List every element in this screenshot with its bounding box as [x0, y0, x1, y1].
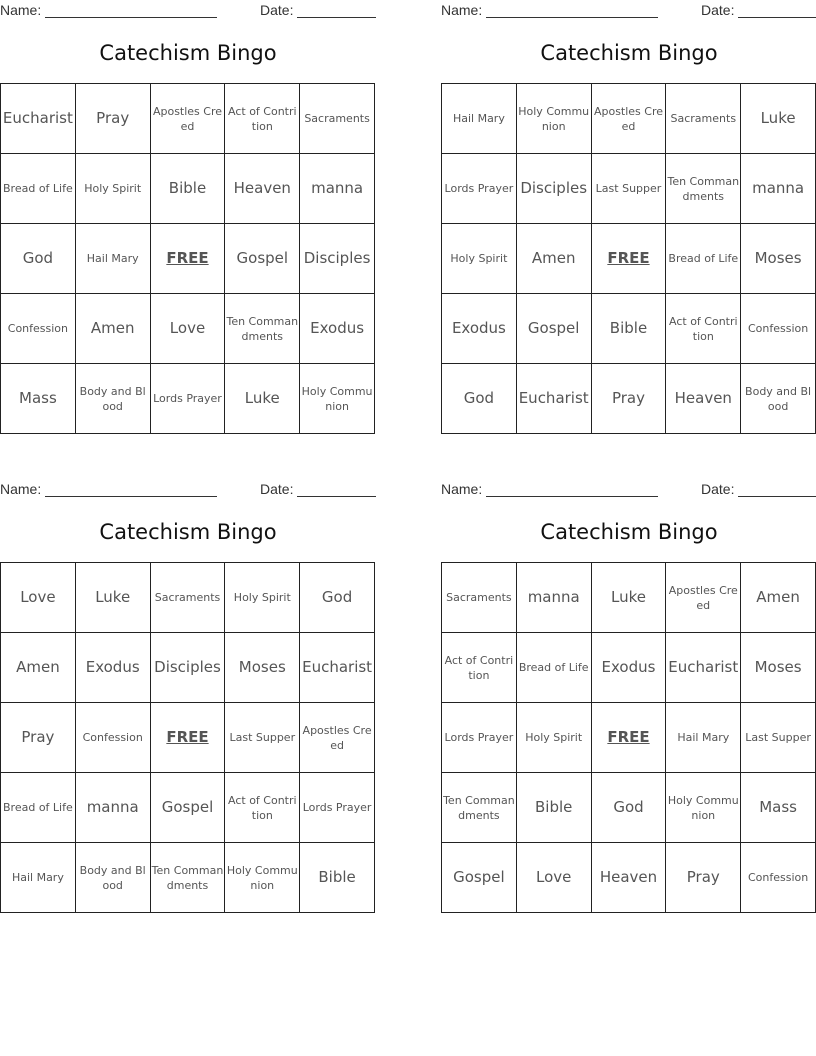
- bingo-cell: Act of Contrition: [442, 633, 517, 703]
- bingo-cell: Eucharist: [517, 364, 592, 434]
- bingo-cell: Moses: [741, 633, 816, 703]
- bingo-cell: Disciples: [517, 154, 592, 224]
- bingo-cell: Holy Communion: [225, 843, 300, 913]
- bingo-cell: Amen: [741, 563, 816, 633]
- bingo-cell: Bread of Life: [666, 224, 741, 294]
- bingo-cell: Apostles Creed: [151, 84, 226, 154]
- bingo-cell: Body and Blood: [741, 364, 816, 434]
- bingo-cell: Confession: [1, 294, 76, 364]
- bingo-cell: Holy Spirit: [442, 224, 517, 294]
- bingo-cell: Apostles Creed: [666, 563, 741, 633]
- bingo-cell: Holy Spirit: [225, 563, 300, 633]
- bingo-grid: [441, 83, 816, 434]
- bingo-cell: Love: [1, 563, 76, 633]
- name-date-header: [0, 481, 376, 499]
- bingo-cell: Act of Contrition: [666, 294, 741, 364]
- bingo-cell: Holy Communion: [517, 84, 592, 154]
- bingo-cell: Bible: [517, 773, 592, 843]
- bingo-cell: Exodus: [592, 633, 667, 703]
- bingo-cell: Ten Commandments: [442, 773, 517, 843]
- bingo-cell: Apostles Creed: [592, 84, 667, 154]
- bingo-cell: manna: [300, 154, 375, 224]
- bingo-cell: Luke: [592, 563, 667, 633]
- bingo-cell: Heaven: [666, 364, 741, 434]
- date-label: Date:: [701, 481, 735, 497]
- bingo-grid: [0, 83, 375, 434]
- bingo-cell: Lords Prayer: [300, 773, 375, 843]
- bingo-cell: Luke: [225, 364, 300, 434]
- bingo-cell: Sacraments: [666, 84, 741, 154]
- bingo-cell: Eucharist: [666, 633, 741, 703]
- bingo-cell: Luke: [741, 84, 816, 154]
- bingo-cell: Last Supper: [741, 703, 816, 773]
- bingo-cell: Hail Mary: [1, 843, 76, 913]
- date-blank-line: [297, 2, 376, 18]
- bingo-cell: Sacraments: [300, 84, 375, 154]
- bingo-cell: Disciples: [300, 224, 375, 294]
- name-date-header: [0, 2, 376, 20]
- bingo-cell: Love: [151, 294, 226, 364]
- bingo-cell: Apostles Creed: [300, 703, 375, 773]
- bingo-cell: manna: [517, 563, 592, 633]
- bingo-cell: Eucharist: [300, 633, 375, 703]
- bingo-cell: Bread of Life: [1, 154, 76, 224]
- bingo-cell: Sacraments: [442, 563, 517, 633]
- date-label: Date:: [260, 481, 294, 497]
- bingo-cell: Exodus: [76, 633, 151, 703]
- bingo-cell: Ten Commandments: [666, 154, 741, 224]
- bingo-cell: manna: [76, 773, 151, 843]
- bingo-cell: Ten Commandments: [151, 843, 226, 913]
- bingo-cell: Lords Prayer: [442, 154, 517, 224]
- bingo-cell: Moses: [741, 224, 816, 294]
- bingo-cell: Pray: [1, 703, 76, 773]
- name-blank-line: [486, 481, 658, 497]
- bingo-cell: Mass: [1, 364, 76, 434]
- bingo-cell: Holy Spirit: [517, 703, 592, 773]
- bingo-cell: Amen: [76, 294, 151, 364]
- bingo-cell: Last Supper: [225, 703, 300, 773]
- bingo-cell: Heaven: [225, 154, 300, 224]
- bingo-cell: Lords Prayer: [442, 703, 517, 773]
- bingo-grid: [441, 562, 816, 913]
- bingo-cell: Bible: [151, 154, 226, 224]
- bingo-cell: Gospel: [517, 294, 592, 364]
- bingo-card-4: [441, 479, 816, 913]
- bingo-cell: Bread of Life: [517, 633, 592, 703]
- card-title: Catechism Bingo: [99, 520, 277, 544]
- bingo-cell: Lords Prayer: [151, 364, 226, 434]
- bingo-cell: Mass: [741, 773, 816, 843]
- name-blank-line: [45, 2, 217, 18]
- bingo-cell: Holy Communion: [300, 364, 375, 434]
- bingo-cell: Confession: [76, 703, 151, 773]
- bingo-cell: Gospel: [442, 843, 517, 913]
- date-blank-line: [738, 2, 816, 18]
- name-blank-line: [45, 481, 217, 497]
- bingo-cell: Eucharist: [1, 84, 76, 154]
- bingo-grid: [0, 562, 375, 913]
- bingo-cell: Pray: [666, 843, 741, 913]
- bingo-cell: Act of Contrition: [225, 84, 300, 154]
- bingo-cell: Disciples: [151, 633, 226, 703]
- bingo-cell: Exodus: [300, 294, 375, 364]
- bingo-cell: Moses: [225, 633, 300, 703]
- bingo-cell: Body and Blood: [76, 843, 151, 913]
- bingo-cell: Bible: [592, 294, 667, 364]
- card-title: Catechism Bingo: [99, 41, 277, 65]
- bingo-cell: Hail Mary: [76, 224, 151, 294]
- name-label: Name:: [441, 481, 483, 497]
- bingo-cell: Act of Contrition: [225, 773, 300, 843]
- bingo-cell: Hail Mary: [666, 703, 741, 773]
- bingo-cell: Amen: [517, 224, 592, 294]
- bingo-cell: Love: [517, 843, 592, 913]
- bingo-cell: Gospel: [151, 773, 226, 843]
- bingo-cell: Holy Spirit: [76, 154, 151, 224]
- name-label: Name:: [0, 2, 42, 18]
- free-space-cell: FREE: [151, 703, 226, 773]
- bingo-cell: Pray: [592, 364, 667, 434]
- date-blank-line: [297, 481, 376, 497]
- name-label: Name:: [441, 2, 483, 18]
- bingo-cell: Sacraments: [151, 563, 226, 633]
- bingo-cell: Luke: [76, 563, 151, 633]
- bingo-cell: God: [300, 563, 375, 633]
- bingo-cell: God: [1, 224, 76, 294]
- bingo-card-3: [0, 479, 376, 913]
- bingo-cell: Holy Communion: [666, 773, 741, 843]
- bingo-cell: Heaven: [592, 843, 667, 913]
- bingo-cell: Hail Mary: [442, 84, 517, 154]
- bingo-card-1: [0, 0, 376, 434]
- bingo-cell: Last Supper: [592, 154, 667, 224]
- name-date-header: [441, 481, 816, 499]
- date-label: Date:: [260, 2, 294, 18]
- bingo-cell: Gospel: [225, 224, 300, 294]
- card-title: Catechism Bingo: [540, 41, 718, 65]
- free-space-cell: FREE: [151, 224, 226, 294]
- date-blank-line: [738, 481, 816, 497]
- bingo-cell: God: [442, 364, 517, 434]
- bingo-cell: Ten Commandments: [225, 294, 300, 364]
- free-space-cell: FREE: [592, 224, 667, 294]
- bingo-cell: Bread of Life: [1, 773, 76, 843]
- bingo-card-2: [441, 0, 816, 434]
- name-blank-line: [486, 2, 658, 18]
- bingo-cell: Confession: [741, 294, 816, 364]
- name-label: Name:: [0, 481, 42, 497]
- free-space-cell: FREE: [592, 703, 667, 773]
- bingo-cell: God: [592, 773, 667, 843]
- bingo-cell: Body and Blood: [76, 364, 151, 434]
- date-label: Date:: [701, 2, 735, 18]
- name-date-header: [441, 2, 816, 20]
- bingo-cell: Exodus: [442, 294, 517, 364]
- bingo-cell: Pray: [76, 84, 151, 154]
- bingo-cell: Confession: [741, 843, 816, 913]
- card-title: Catechism Bingo: [540, 520, 718, 544]
- bingo-cell: Amen: [1, 633, 76, 703]
- bingo-cell: manna: [741, 154, 816, 224]
- bingo-cell: Bible: [300, 843, 375, 913]
